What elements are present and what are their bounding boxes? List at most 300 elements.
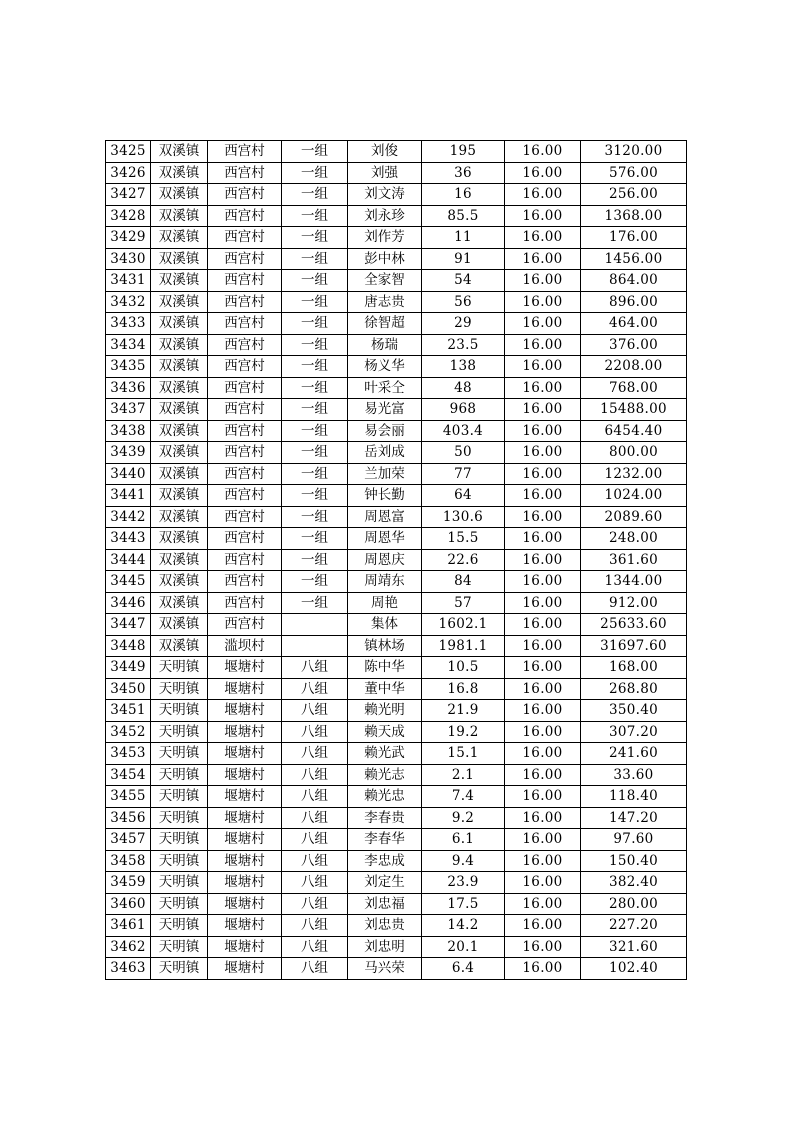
rate-cell: 16.00 [505,162,581,184]
name-cell: 钟长勤 [348,485,422,507]
group-cell: 一组 [282,463,348,485]
group-cell: 八组 [282,786,348,808]
area-cell: 21.9 [422,700,505,722]
group-cell: 八组 [282,936,348,958]
amount-cell: 25633.60 [581,614,687,636]
amount-cell: 97.60 [581,829,687,851]
group-cell: 一组 [282,356,348,378]
row-number-cell: 3426 [106,162,151,184]
area-cell: 14.2 [422,915,505,937]
name-cell: 易会丽 [348,420,422,442]
amount-cell: 321.60 [581,936,687,958]
table-row [106,893,687,915]
town-cell: 双溪镇 [151,356,208,378]
table-row [106,205,687,227]
row-number-cell: 3463 [106,958,151,980]
town-cell: 天明镇 [151,721,208,743]
amount-cell: 382.40 [581,872,687,894]
town-cell: 双溪镇 [151,592,208,614]
amount-cell: 376.00 [581,334,687,356]
village-cell: 滥坝村 [208,635,282,657]
town-cell: 双溪镇 [151,420,208,442]
amount-cell: 176.00 [581,227,687,249]
amount-cell: 102.40 [581,958,687,980]
name-cell: 全家智 [348,270,422,292]
table-row [106,184,687,206]
area-cell: 11 [422,227,505,249]
area-cell: 9.2 [422,807,505,829]
village-cell: 堰塘村 [208,786,282,808]
row-number-cell: 3455 [106,786,151,808]
name-cell: 叶采仝 [348,377,422,399]
group-cell: 八组 [282,893,348,915]
table-row [106,592,687,614]
village-cell: 西宫村 [208,184,282,206]
group-cell: 一组 [282,248,348,270]
table-row [106,549,687,571]
town-cell: 天明镇 [151,657,208,679]
rate-cell: 16.00 [505,592,581,614]
area-cell: 36 [422,162,505,184]
rate-cell: 16.00 [505,743,581,765]
area-cell: 7.4 [422,786,505,808]
area-cell: 54 [422,270,505,292]
rate-cell: 16.00 [505,700,581,722]
name-cell: 赖光忠 [348,786,422,808]
area-cell: 64 [422,485,505,507]
row-number-cell: 3460 [106,893,151,915]
group-cell: 一组 [282,184,348,206]
amount-cell: 1368.00 [581,205,687,227]
town-cell: 双溪镇 [151,528,208,550]
village-cell: 西宫村 [208,334,282,356]
name-cell: 赖光明 [348,700,422,722]
group-cell: 一组 [282,592,348,614]
row-number-cell: 3425 [106,141,151,163]
table-row [106,850,687,872]
name-cell: 周恩庆 [348,549,422,571]
village-cell: 西宫村 [208,442,282,464]
village-cell: 堰塘村 [208,915,282,937]
town-cell: 天明镇 [151,700,208,722]
name-cell: 董中华 [348,678,422,700]
rate-cell: 16.00 [505,356,581,378]
group-cell: 一组 [282,141,348,163]
group-cell: 八组 [282,657,348,679]
row-number-cell: 3461 [106,915,151,937]
name-cell: 唐志贵 [348,291,422,313]
amount-cell: 800.00 [581,442,687,464]
rate-cell: 16.00 [505,399,581,421]
name-cell: 刘忠明 [348,936,422,958]
town-cell: 双溪镇 [151,141,208,163]
table-row [106,420,687,442]
town-cell: 天明镇 [151,936,208,958]
amount-cell: 576.00 [581,162,687,184]
amount-cell: 268.80 [581,678,687,700]
area-cell: 22.6 [422,549,505,571]
amount-cell: 150.40 [581,850,687,872]
group-cell: 一组 [282,334,348,356]
town-cell: 天明镇 [151,872,208,894]
name-cell: 刘文涛 [348,184,422,206]
row-number-cell: 3449 [106,657,151,679]
table-body [106,141,687,980]
group-cell: 一组 [282,205,348,227]
name-cell: 刘定生 [348,872,422,894]
row-number-cell: 3462 [106,936,151,958]
amount-cell: 896.00 [581,291,687,313]
group-cell: 八组 [282,872,348,894]
row-number-cell: 3442 [106,506,151,528]
table-row [106,872,687,894]
group-cell: 一组 [282,571,348,593]
village-cell: 西宫村 [208,571,282,593]
group-cell: 八组 [282,743,348,765]
rate-cell: 16.00 [505,786,581,808]
rate-cell: 16.00 [505,227,581,249]
rate-cell: 16.00 [505,829,581,851]
town-cell: 双溪镇 [151,399,208,421]
area-cell: 968 [422,399,505,421]
name-cell: 李春贵 [348,807,422,829]
area-cell: 6.1 [422,829,505,851]
table-row [106,248,687,270]
group-cell: 一组 [282,162,348,184]
village-cell: 西宫村 [208,592,282,614]
rate-cell: 16.00 [505,571,581,593]
amount-cell: 350.40 [581,700,687,722]
group-cell: 一组 [282,227,348,249]
name-cell: 刘忠贵 [348,915,422,937]
area-cell: 19.2 [422,721,505,743]
name-cell: 杨义华 [348,356,422,378]
town-cell: 双溪镇 [151,377,208,399]
village-cell: 西宫村 [208,377,282,399]
rate-cell: 16.00 [505,635,581,657]
town-cell: 双溪镇 [151,549,208,571]
amount-cell: 361.60 [581,549,687,571]
area-cell: 16 [422,184,505,206]
rate-cell: 16.00 [505,528,581,550]
table-row [106,786,687,808]
area-cell: 56 [422,291,505,313]
table-row [106,807,687,829]
table-row [106,141,687,163]
village-cell: 西宫村 [208,205,282,227]
town-cell: 双溪镇 [151,485,208,507]
village-cell: 堰塘村 [208,657,282,679]
group-cell: 一组 [282,377,348,399]
town-cell: 天明镇 [151,786,208,808]
area-cell: 1981.1 [422,635,505,657]
row-number-cell: 3445 [106,571,151,593]
rate-cell: 16.00 [505,184,581,206]
village-cell: 堰塘村 [208,807,282,829]
table-row [106,442,687,464]
name-cell: 李忠成 [348,850,422,872]
name-cell: 刘俊 [348,141,422,163]
town-cell: 天明镇 [151,958,208,980]
table-row [106,506,687,528]
area-cell: 23.5 [422,334,505,356]
group-cell: 八组 [282,721,348,743]
area-cell: 77 [422,463,505,485]
table-row [106,700,687,722]
area-cell: 15.1 [422,743,505,765]
row-number-cell: 3447 [106,614,151,636]
village-cell: 堰塘村 [208,893,282,915]
row-number-cell: 3454 [106,764,151,786]
village-cell: 西宫村 [208,463,282,485]
area-cell: 48 [422,377,505,399]
row-number-cell: 3431 [106,270,151,292]
rate-cell: 16.00 [505,205,581,227]
village-cell: 西宫村 [208,141,282,163]
row-number-cell: 3430 [106,248,151,270]
village-cell: 堰塘村 [208,721,282,743]
village-cell: 堰塘村 [208,678,282,700]
row-number-cell: 3427 [106,184,151,206]
group-cell [282,635,348,657]
name-cell: 岳刘成 [348,442,422,464]
village-cell: 西宫村 [208,549,282,571]
data-table [105,140,687,980]
table-row [106,678,687,700]
row-number-cell: 3434 [106,334,151,356]
town-cell: 双溪镇 [151,571,208,593]
rate-cell: 16.00 [505,678,581,700]
table-row [106,356,687,378]
row-number-cell: 3444 [106,549,151,571]
table-row [106,162,687,184]
village-cell: 西宫村 [208,614,282,636]
area-cell: 85.5 [422,205,505,227]
amount-cell: 280.00 [581,893,687,915]
rate-cell: 16.00 [505,893,581,915]
amount-cell: 6454.40 [581,420,687,442]
area-cell: 403.4 [422,420,505,442]
group-cell: 八组 [282,829,348,851]
town-cell: 双溪镇 [151,291,208,313]
row-number-cell: 3440 [106,463,151,485]
rate-cell: 16.00 [505,614,581,636]
row-number-cell: 3436 [106,377,151,399]
town-cell: 双溪镇 [151,463,208,485]
rate-cell: 16.00 [505,958,581,980]
amount-cell: 33.60 [581,764,687,786]
town-cell: 天明镇 [151,807,208,829]
area-cell: 6.4 [422,958,505,980]
group-cell: 一组 [282,442,348,464]
table-row [106,571,687,593]
rate-cell: 16.00 [505,463,581,485]
amount-cell: 464.00 [581,313,687,335]
name-cell: 周恩华 [348,528,422,550]
rate-cell: 16.00 [505,291,581,313]
row-number-cell: 3437 [106,399,151,421]
row-number-cell: 3438 [106,420,151,442]
village-cell: 堰塘村 [208,829,282,851]
group-cell: 一组 [282,549,348,571]
group-cell [282,614,348,636]
table-row [106,377,687,399]
area-cell: 1602.1 [422,614,505,636]
town-cell: 天明镇 [151,678,208,700]
name-cell: 赖光志 [348,764,422,786]
town-cell: 双溪镇 [151,334,208,356]
rate-cell: 16.00 [505,764,581,786]
row-number-cell: 3432 [106,291,151,313]
village-cell: 西宫村 [208,356,282,378]
area-cell: 2.1 [422,764,505,786]
town-cell: 双溪镇 [151,635,208,657]
town-cell: 双溪镇 [151,506,208,528]
name-cell: 刘作芳 [348,227,422,249]
name-cell: 赖天成 [348,721,422,743]
amount-cell: 768.00 [581,377,687,399]
rate-cell: 16.00 [505,657,581,679]
amount-cell: 168.00 [581,657,687,679]
name-cell: 周恩富 [348,506,422,528]
amount-cell: 2208.00 [581,356,687,378]
area-cell: 20.1 [422,936,505,958]
table-row [106,657,687,679]
amount-cell: 2089.60 [581,506,687,528]
town-cell: 天明镇 [151,743,208,765]
name-cell: 杨瑞 [348,334,422,356]
group-cell: 一组 [282,291,348,313]
village-cell: 西宫村 [208,399,282,421]
rate-cell: 16.00 [505,506,581,528]
town-cell: 双溪镇 [151,227,208,249]
amount-cell: 912.00 [581,592,687,614]
table-row [106,334,687,356]
amount-cell: 241.60 [581,743,687,765]
town-cell: 天明镇 [151,915,208,937]
name-cell: 陈中华 [348,657,422,679]
town-cell: 天明镇 [151,893,208,915]
name-cell: 赖光武 [348,743,422,765]
rate-cell: 16.00 [505,270,581,292]
rate-cell: 16.00 [505,872,581,894]
group-cell: 一组 [282,485,348,507]
table-row [106,764,687,786]
table-row [106,313,687,335]
amount-cell: 248.00 [581,528,687,550]
village-cell: 西宫村 [208,162,282,184]
table-row [106,635,687,657]
rate-cell: 16.00 [505,485,581,507]
table-row [106,743,687,765]
town-cell: 双溪镇 [151,442,208,464]
row-number-cell: 3446 [106,592,151,614]
village-cell: 西宫村 [208,420,282,442]
name-cell: 刘永珍 [348,205,422,227]
village-cell: 西宫村 [208,270,282,292]
table-row [106,614,687,636]
row-number-cell: 3435 [106,356,151,378]
row-number-cell: 3429 [106,227,151,249]
name-cell: 刘忠福 [348,893,422,915]
name-cell: 兰加荣 [348,463,422,485]
table-row [106,270,687,292]
area-cell: 23.9 [422,872,505,894]
table-row [106,936,687,958]
amount-cell: 307.20 [581,721,687,743]
name-cell: 刘强 [348,162,422,184]
group-cell: 八组 [282,915,348,937]
village-cell: 堰塘村 [208,700,282,722]
amount-cell: 1232.00 [581,463,687,485]
rate-cell: 16.00 [505,248,581,270]
rate-cell: 16.00 [505,442,581,464]
name-cell: 易光富 [348,399,422,421]
area-cell: 84 [422,571,505,593]
group-cell: 一组 [282,506,348,528]
table-row [106,829,687,851]
area-cell: 195 [422,141,505,163]
rate-cell: 16.00 [505,936,581,958]
village-cell: 西宫村 [208,506,282,528]
name-cell: 周靖东 [348,571,422,593]
amount-cell: 1344.00 [581,571,687,593]
rate-cell: 16.00 [505,549,581,571]
name-cell: 周艳 [348,592,422,614]
area-cell: 15.5 [422,528,505,550]
area-cell: 50 [422,442,505,464]
table-row [106,528,687,550]
area-cell: 16.8 [422,678,505,700]
table-row [106,399,687,421]
row-number-cell: 3459 [106,872,151,894]
area-cell: 10.5 [422,657,505,679]
group-cell: 八组 [282,678,348,700]
row-number-cell: 3428 [106,205,151,227]
town-cell: 双溪镇 [151,162,208,184]
group-cell: 一组 [282,270,348,292]
amount-cell: 15488.00 [581,399,687,421]
amount-cell: 118.40 [581,786,687,808]
name-cell: 徐智超 [348,313,422,335]
table-row [106,291,687,313]
group-cell: 一组 [282,399,348,421]
rate-cell: 16.00 [505,915,581,937]
name-cell: 镇林场 [348,635,422,657]
rate-cell: 16.00 [505,141,581,163]
town-cell: 双溪镇 [151,248,208,270]
row-number-cell: 3439 [106,442,151,464]
row-number-cell: 3453 [106,743,151,765]
village-cell: 堰塘村 [208,743,282,765]
row-number-cell: 3456 [106,807,151,829]
area-cell: 17.5 [422,893,505,915]
rate-cell: 16.00 [505,721,581,743]
row-number-cell: 3458 [106,850,151,872]
town-cell: 天明镇 [151,764,208,786]
village-cell: 堰塘村 [208,850,282,872]
village-cell: 堰塘村 [208,872,282,894]
name-cell: 彭中林 [348,248,422,270]
area-cell: 138 [422,356,505,378]
rate-cell: 16.00 [505,377,581,399]
town-cell: 双溪镇 [151,313,208,335]
group-cell: 八组 [282,850,348,872]
amount-cell: 147.20 [581,807,687,829]
area-cell: 130.6 [422,506,505,528]
row-number-cell: 3433 [106,313,151,335]
village-cell: 西宫村 [208,313,282,335]
